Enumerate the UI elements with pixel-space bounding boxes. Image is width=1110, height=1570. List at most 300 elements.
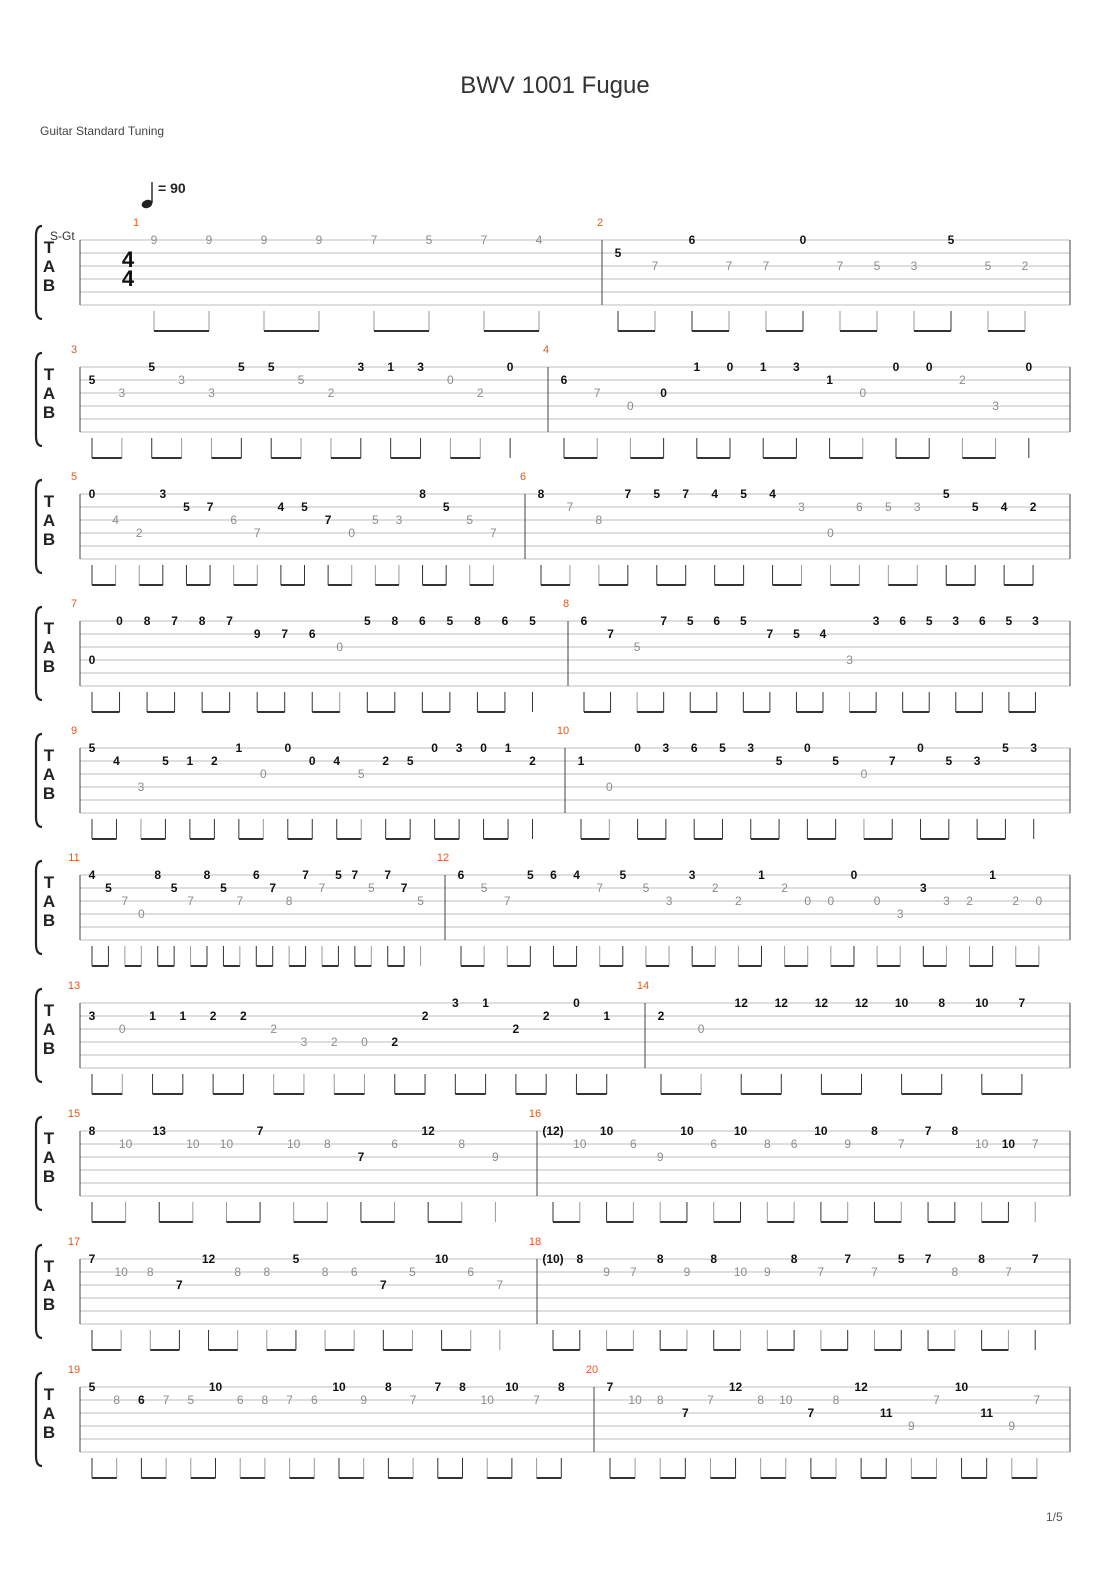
fret-number: 5 bbox=[220, 881, 227, 895]
fret-number: 5 bbox=[686, 614, 694, 628]
measure-number: 10 bbox=[556, 725, 570, 737]
tab-clef-letter: T bbox=[43, 1129, 55, 1148]
fret-number: 8 bbox=[576, 1252, 584, 1266]
fret-number: 7 bbox=[370, 233, 378, 247]
fret-number: 7 bbox=[624, 487, 632, 501]
fret-number: 7 bbox=[357, 1150, 365, 1164]
tab-clef-letter: T bbox=[43, 1001, 55, 1020]
fret-number: 4 bbox=[535, 233, 543, 247]
fret-number: 6 bbox=[467, 1265, 475, 1279]
fret-number: 0 bbox=[697, 1022, 705, 1036]
fret-number: 8 bbox=[871, 1124, 878, 1138]
fret-number: 7 bbox=[269, 881, 277, 895]
fret-number: (10) bbox=[542, 1252, 564, 1266]
fret-number: 5 bbox=[873, 259, 881, 273]
fret-number: 10 bbox=[599, 1124, 614, 1138]
fret-number: 7 bbox=[409, 1393, 417, 1407]
fret-number: 5 bbox=[633, 640, 641, 654]
tab-clef-letter: B bbox=[42, 1423, 56, 1442]
fret-number: 6 bbox=[230, 513, 238, 527]
fret-number: 8 bbox=[656, 1393, 664, 1407]
fret-number: 3 bbox=[208, 386, 215, 400]
fret-number: 8 bbox=[938, 996, 946, 1010]
fret-number: 7 bbox=[286, 1393, 293, 1407]
fret-number: 12 bbox=[421, 1124, 435, 1138]
fret-number: 9 bbox=[1008, 1419, 1016, 1433]
fret-number: 2 bbox=[959, 373, 966, 387]
tab-clef-letter: T bbox=[43, 365, 55, 384]
fret-number: 2 bbox=[1021, 259, 1029, 273]
fret-number: 8 bbox=[154, 868, 162, 882]
fret-number: 10 bbox=[573, 1137, 587, 1151]
fret-number: 7 bbox=[897, 1137, 905, 1151]
fret-number: 5 bbox=[88, 1380, 96, 1394]
fret-number: 7 bbox=[187, 894, 194, 908]
fret-number: 8 bbox=[537, 487, 545, 501]
measure-number: 13 bbox=[67, 980, 81, 992]
fret-number: 10 bbox=[1001, 1137, 1016, 1151]
fret-number: 0 bbox=[118, 1022, 126, 1036]
fret-number: 5 bbox=[466, 513, 474, 527]
fret-number: 7 bbox=[1005, 1265, 1012, 1279]
fret-number: 8 bbox=[951, 1124, 959, 1138]
fret-number: 8 bbox=[203, 868, 211, 882]
fret-number: 10 bbox=[208, 1380, 223, 1394]
measure-number: 18 bbox=[528, 1236, 542, 1248]
measure-number: 8 bbox=[562, 598, 570, 610]
fret-number: 3 bbox=[417, 360, 424, 374]
fret-number: 0 bbox=[660, 386, 667, 400]
fret-number: 0 bbox=[348, 526, 356, 540]
fret-number: 3 bbox=[455, 741, 463, 755]
fret-number: 3 bbox=[872, 614, 880, 628]
fret-number: 7 bbox=[171, 614, 178, 628]
fret-number: 8 bbox=[198, 614, 206, 628]
track-label: S-Gt bbox=[50, 229, 75, 243]
tab-clef-letter: A bbox=[42, 257, 56, 276]
fret-number: 5 bbox=[267, 360, 275, 374]
fret-number: 3 bbox=[662, 741, 670, 755]
fret-number: 3 bbox=[846, 653, 853, 667]
measure-number: 17 bbox=[67, 1236, 81, 1248]
fret-number: 7 bbox=[817, 1265, 825, 1279]
fret-number: 9 bbox=[907, 1419, 915, 1433]
fret-number: 9 bbox=[253, 627, 261, 641]
fret-number: 6 bbox=[419, 614, 426, 628]
fret-number: 3 bbox=[992, 399, 999, 413]
fret-number: 6 bbox=[138, 1393, 145, 1407]
fret-number: 2 bbox=[966, 894, 973, 908]
tab-clef-letter: A bbox=[42, 892, 56, 911]
fret-number: 5 bbox=[480, 881, 488, 895]
fret-number: 1 bbox=[235, 741, 243, 755]
fret-number: 0 bbox=[804, 894, 812, 908]
fret-number: 11 bbox=[980, 1406, 994, 1420]
fret-number: 3 bbox=[395, 513, 403, 527]
tab-clef-letter: A bbox=[42, 1148, 56, 1167]
fret-number: 4 bbox=[769, 487, 776, 501]
tab-clef-letter: B bbox=[42, 530, 56, 549]
fret-number: 1 bbox=[504, 741, 512, 755]
fret-number: 10 bbox=[332, 1380, 346, 1394]
fret-number: 5 bbox=[719, 741, 726, 755]
fret-number: 5 bbox=[417, 894, 424, 908]
fret-number: 8 bbox=[143, 614, 151, 628]
fret-number: 9 bbox=[360, 1393, 368, 1407]
fret-number: 5 bbox=[971, 500, 979, 514]
time-signature-top: 4 bbox=[121, 247, 135, 272]
fret-number: 0 bbox=[799, 233, 807, 247]
fret-number: 7 bbox=[1033, 1393, 1041, 1407]
tab-clef-letter: T bbox=[43, 492, 55, 511]
fret-number: 7 bbox=[924, 1124, 932, 1138]
fret-number: 12 bbox=[814, 996, 829, 1010]
fret-number: 2 bbox=[421, 1009, 429, 1023]
fret-number: 10 bbox=[974, 1137, 989, 1151]
fret-number: 6 bbox=[457, 868, 465, 882]
fret-number: 3 bbox=[137, 780, 145, 794]
fret-number: 4 bbox=[112, 513, 119, 527]
fret-number: 10 bbox=[954, 1380, 969, 1394]
tab-clef-letter: B bbox=[42, 1167, 56, 1186]
fret-number: 6 bbox=[978, 614, 986, 628]
fret-number: 3 bbox=[798, 500, 805, 514]
fret-number: 8 bbox=[978, 1252, 985, 1266]
fret-number: 7 bbox=[256, 1124, 264, 1138]
fret-number: 7 bbox=[593, 386, 601, 400]
fret-number: 4 bbox=[819, 627, 827, 641]
fret-number: 8 bbox=[557, 1380, 565, 1394]
fret-number: 8 bbox=[261, 1393, 269, 1407]
fret-number: 12 bbox=[774, 996, 788, 1010]
fret-number: 5 bbox=[642, 881, 650, 895]
fret-number: 3 bbox=[943, 894, 950, 908]
fret-number: 0 bbox=[1035, 894, 1043, 908]
fret-number: 2 bbox=[211, 754, 218, 768]
fret-number: 3 bbox=[896, 907, 904, 921]
fret-number: 8 bbox=[385, 1380, 392, 1394]
measure-number: 15 bbox=[67, 1108, 81, 1120]
fret-number: 2 bbox=[781, 881, 788, 895]
fret-number: 0 bbox=[431, 741, 438, 755]
fret-number: 5 bbox=[237, 360, 245, 374]
fret-number: 12 bbox=[854, 1380, 868, 1394]
fret-number: 10 bbox=[814, 1124, 828, 1138]
fret-number: 1 bbox=[758, 868, 765, 882]
fret-number: 0 bbox=[627, 399, 634, 413]
page-number: 1/5 bbox=[1046, 1510, 1063, 1524]
fret-number: 5 bbox=[653, 487, 661, 501]
fret-number: 3 bbox=[1030, 741, 1038, 755]
fret-number: 7 bbox=[384, 868, 392, 882]
fret-number: 5 bbox=[297, 373, 305, 387]
tab-clef-letter: T bbox=[43, 873, 55, 892]
fret-number: 2 bbox=[529, 754, 536, 768]
fret-number: 5 bbox=[619, 868, 627, 882]
fret-number: 10 bbox=[118, 1137, 133, 1151]
tab-clef-letter: T bbox=[43, 1257, 55, 1276]
fret-number: 7 bbox=[206, 500, 214, 514]
fret-number: 3 bbox=[118, 386, 126, 400]
fret-number: 0 bbox=[917, 741, 924, 755]
fret-number: 5 bbox=[148, 360, 156, 374]
fret-number: 7 bbox=[226, 614, 233, 628]
fret-number: 7 bbox=[318, 881, 326, 895]
fret-number: 0 bbox=[480, 741, 487, 755]
measure-number: 3 bbox=[70, 344, 78, 356]
fret-number: 7 bbox=[836, 259, 844, 273]
fret-number: 5 bbox=[529, 614, 536, 628]
fret-number: 8 bbox=[88, 1124, 96, 1138]
fret-number: 9 bbox=[844, 1137, 852, 1151]
measure-number: 16 bbox=[528, 1108, 542, 1120]
fret-number: (12) bbox=[542, 1124, 564, 1138]
fret-number: 0 bbox=[850, 868, 858, 882]
fret-number: 1 bbox=[179, 1009, 187, 1023]
fret-number: 5 bbox=[897, 1252, 905, 1266]
fret-number: 7 bbox=[682, 487, 690, 501]
fret-number: 0 bbox=[88, 653, 96, 667]
fret-number: 5 bbox=[1002, 741, 1009, 755]
measure-number: 7 bbox=[70, 598, 78, 610]
fret-number: 2 bbox=[542, 1009, 550, 1023]
fret-number: 0 bbox=[116, 614, 123, 628]
fret-number: 7 bbox=[606, 1380, 614, 1394]
fret-number: 0 bbox=[447, 373, 454, 387]
system-bracket bbox=[36, 989, 42, 1082]
fret-number: 1 bbox=[826, 373, 833, 387]
fret-number: 3 bbox=[919, 881, 927, 895]
fret-number: 5 bbox=[409, 1265, 416, 1279]
fret-number: 8 bbox=[263, 1265, 271, 1279]
fret-number: 8 bbox=[790, 1252, 798, 1266]
fret-number: 7 bbox=[121, 894, 129, 908]
fret-number: 0 bbox=[860, 767, 868, 781]
fret-number: 10 bbox=[628, 1393, 642, 1407]
fret-number: 5 bbox=[105, 881, 112, 895]
fret-number: 7 bbox=[379, 1278, 387, 1292]
fret-number: 7 bbox=[762, 259, 770, 273]
fret-number: 3 bbox=[1032, 614, 1039, 628]
score-title: BWV 1001 Fugue bbox=[460, 72, 650, 99]
fret-number: 7 bbox=[630, 1265, 637, 1279]
measure-number: 12 bbox=[436, 852, 450, 864]
fret-number: 6 bbox=[856, 500, 863, 514]
fret-number: 10 bbox=[733, 1124, 748, 1138]
tab-clef-letter: B bbox=[42, 276, 56, 295]
fret-number: 10 bbox=[894, 996, 909, 1010]
fret-number: 7 bbox=[434, 1380, 442, 1394]
fret-number: 6 bbox=[630, 1137, 637, 1151]
fret-number: 0 bbox=[634, 741, 641, 755]
fret-number: 3 bbox=[88, 1009, 96, 1023]
fret-number: 2 bbox=[735, 894, 742, 908]
fret-number: 6 bbox=[550, 868, 557, 882]
fret-number: 2 bbox=[330, 1035, 338, 1049]
fret-number: 0 bbox=[804, 741, 811, 755]
fret-number: 7 bbox=[88, 1252, 96, 1266]
fret-number: 3 bbox=[688, 868, 696, 882]
fret-number: 7 bbox=[236, 894, 244, 908]
fret-number: 6 bbox=[391, 1137, 398, 1151]
fret-number: 4 bbox=[711, 487, 719, 501]
fret-number: 10 bbox=[434, 1252, 449, 1266]
fret-number: 5 bbox=[739, 614, 747, 628]
fret-number: 8 bbox=[323, 1137, 331, 1151]
fret-number: 7 bbox=[496, 1278, 504, 1292]
fret-number: 5 bbox=[832, 754, 839, 768]
fret-number: 7 bbox=[871, 1265, 878, 1279]
fret-number: 0 bbox=[726, 360, 734, 374]
fret-number: 3 bbox=[747, 741, 755, 755]
fret-number: 7 bbox=[766, 627, 774, 641]
fret-number: 6 bbox=[690, 741, 698, 755]
fret-number: 0 bbox=[336, 640, 344, 654]
fret-number: 0 bbox=[88, 487, 96, 501]
fret-number: 7 bbox=[1018, 996, 1026, 1010]
tuning-label: Guitar Standard Tuning bbox=[40, 124, 165, 138]
fret-number: 7 bbox=[924, 1252, 932, 1266]
fret-number: 7 bbox=[566, 500, 574, 514]
tab-clef-letter: A bbox=[42, 1020, 56, 1039]
fret-number: 10 bbox=[287, 1137, 301, 1151]
fret-number: 2 bbox=[512, 1022, 520, 1036]
fret-number: 6 bbox=[713, 614, 721, 628]
tab-clef-letter: A bbox=[42, 638, 56, 657]
fret-number: 6 bbox=[710, 1137, 718, 1151]
fret-number: 12 bbox=[728, 1380, 743, 1394]
fret-number: 9 bbox=[492, 1150, 499, 1164]
fret-number: 6 bbox=[308, 627, 316, 641]
measure-number: 6 bbox=[519, 471, 527, 483]
tab-clef-letter: B bbox=[42, 657, 56, 676]
fret-number: 0 bbox=[859, 386, 867, 400]
fret-number: 5 bbox=[984, 259, 992, 273]
fret-number: 7 bbox=[253, 526, 261, 540]
tab-clef-letter: B bbox=[42, 403, 56, 422]
fret-number: 5 bbox=[187, 1393, 195, 1407]
fret-number: 2 bbox=[209, 1009, 217, 1023]
fret-number: 10 bbox=[680, 1124, 694, 1138]
fret-number: 5 bbox=[793, 627, 800, 641]
fret-number: 2 bbox=[1029, 500, 1037, 514]
fret-number: 10 bbox=[219, 1137, 234, 1151]
fret-number: 2 bbox=[476, 386, 484, 400]
fret-number: 0 bbox=[259, 767, 267, 781]
fret-number: 7 bbox=[707, 1393, 714, 1407]
fret-number: 12 bbox=[201, 1252, 216, 1266]
fret-number: 2 bbox=[135, 526, 143, 540]
fret-number: 7 bbox=[281, 627, 289, 641]
fret-number: 0 bbox=[1025, 360, 1033, 374]
fret-number: 5 bbox=[446, 614, 454, 628]
fret-number: 7 bbox=[503, 894, 511, 908]
tab-clef-letter: B bbox=[42, 1039, 56, 1058]
fret-number: 1 bbox=[989, 868, 996, 882]
fret-number: 7 bbox=[1031, 1137, 1039, 1151]
fret-number: 10 bbox=[975, 996, 989, 1010]
fret-number: 3 bbox=[973, 754, 981, 768]
system-bracket bbox=[36, 607, 42, 700]
fret-number: 8 bbox=[474, 614, 481, 628]
fret-number: 8 bbox=[113, 1393, 121, 1407]
fret-number: 3 bbox=[665, 894, 673, 908]
tab-clef-letter: B bbox=[42, 784, 56, 803]
fret-number: 11 bbox=[879, 1406, 893, 1420]
system-bracket bbox=[36, 1373, 42, 1466]
tab-clef-letter: A bbox=[42, 384, 56, 403]
tab-clef-letter: B bbox=[42, 911, 56, 930]
fret-number: 7 bbox=[324, 513, 332, 527]
fret-number: 3 bbox=[178, 373, 185, 387]
fret-number: 7 bbox=[596, 881, 604, 895]
fret-number: 5 bbox=[292, 1252, 300, 1266]
fret-number: 10 bbox=[733, 1265, 748, 1279]
fret-number: 2 bbox=[711, 881, 719, 895]
fret-number: 8 bbox=[419, 487, 426, 501]
fret-number: 4 bbox=[1000, 500, 1008, 514]
fret-number: 3 bbox=[793, 360, 800, 374]
fret-number: 10 bbox=[186, 1137, 200, 1151]
fret-number: 12 bbox=[734, 996, 748, 1010]
fret-number: 7 bbox=[660, 614, 668, 628]
fret-number: 10 bbox=[779, 1393, 793, 1407]
fret-number: 8 bbox=[459, 1380, 466, 1394]
measure-number: 9 bbox=[70, 725, 78, 737]
fret-number: 1 bbox=[603, 1009, 611, 1023]
fret-number: 8 bbox=[951, 1265, 959, 1279]
fret-number: 8 bbox=[458, 1137, 466, 1151]
measure-number: 20 bbox=[585, 1364, 599, 1376]
fret-number: 7 bbox=[176, 1278, 183, 1292]
fret-number: 6 bbox=[580, 614, 588, 628]
fret-number: 7 bbox=[1031, 1252, 1039, 1266]
fret-number: 7 bbox=[480, 233, 488, 247]
tempo-value: = 90 bbox=[158, 180, 186, 196]
fret-number: 9 bbox=[205, 233, 213, 247]
fret-number: 6 bbox=[252, 868, 260, 882]
fret-number: 6 bbox=[310, 1393, 318, 1407]
tab-clef-letter: T bbox=[43, 619, 55, 638]
fret-number: 10 bbox=[480, 1393, 494, 1407]
fret-number: 5 bbox=[614, 246, 622, 260]
fret-number: 5 bbox=[775, 754, 783, 768]
fret-number: 0 bbox=[892, 360, 900, 374]
fret-number: 5 bbox=[335, 868, 342, 882]
fret-number: 9 bbox=[260, 233, 268, 247]
fret-number: 1 bbox=[482, 996, 489, 1010]
fret-number: 7 bbox=[607, 627, 614, 641]
fret-number: 10 bbox=[114, 1265, 128, 1279]
fret-number: 5 bbox=[162, 754, 169, 768]
fret-number: 2 bbox=[327, 386, 335, 400]
fret-number: 5 bbox=[88, 741, 96, 755]
fret-number: 5 bbox=[740, 487, 747, 501]
measure-number: 5 bbox=[70, 471, 78, 483]
fret-number: 4 bbox=[333, 754, 341, 768]
fret-number: 4 bbox=[113, 754, 120, 768]
fret-number: 6 bbox=[350, 1265, 358, 1279]
fret-number: 7 bbox=[725, 259, 733, 273]
fret-number: 5 bbox=[371, 513, 379, 527]
fret-number: 0 bbox=[827, 526, 834, 540]
fret-number: 5 bbox=[442, 500, 450, 514]
fret-number: 5 bbox=[301, 500, 308, 514]
fret-number: 2 bbox=[270, 1022, 278, 1036]
fret-number: 0 bbox=[284, 741, 292, 755]
tab-clef-letter: A bbox=[42, 1404, 56, 1423]
fret-number: 2 bbox=[657, 1009, 665, 1023]
